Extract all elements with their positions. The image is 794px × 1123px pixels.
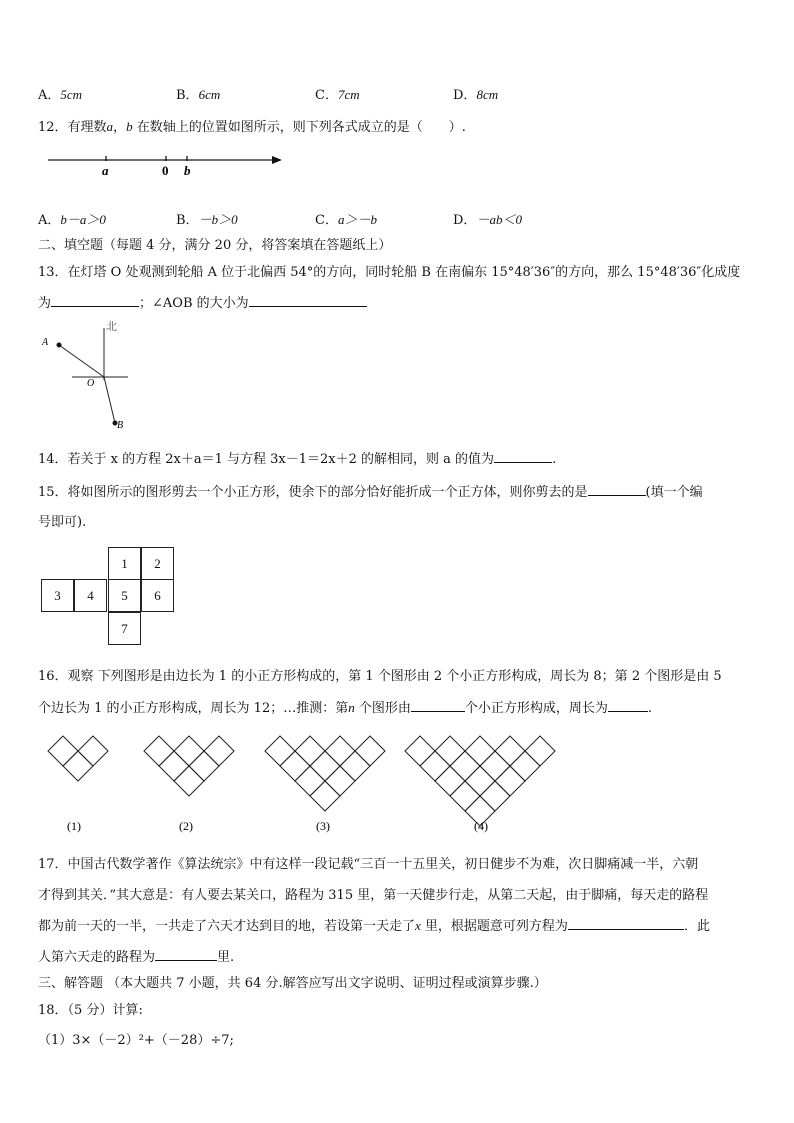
q12-option-c: C．a＞－b — [315, 212, 377, 228]
net-cell-1: 1 — [108, 547, 141, 580]
q18-title: 18．（5 分）计算: — [38, 1003, 143, 1018]
fig3-square — [280, 751, 310, 781]
q11-option-c: C．7cm — [315, 87, 360, 103]
net-cell-7: 7 — [108, 612, 141, 645]
fig4-square — [525, 736, 555, 766]
net-cell-3: 3 — [41, 579, 74, 612]
fig4-square — [480, 781, 510, 811]
fig4-square — [495, 736, 525, 766]
fig3-square — [325, 736, 355, 766]
q14-blank — [494, 450, 552, 463]
fig3-square — [355, 736, 385, 766]
q13-blank-2 — [249, 294, 367, 307]
fig1-square — [63, 751, 93, 781]
q11-option-a: A．5cm — [38, 87, 83, 103]
fig2-square — [159, 751, 189, 781]
section2-title: 二、填空题（每题 4 分，满分 20 分，将答案填在答题纸上） — [38, 238, 392, 253]
caption-1: (1) — [67, 819, 81, 833]
fig3-square — [265, 736, 295, 766]
q15-line1: 15．将如图所示的图形剪去一个小正方形，使余下的部分恰好能折成一个正方体，则你剪去的是 (填一个编 — [38, 485, 703, 500]
axis-label-b: b — [184, 163, 191, 178]
fig4-square — [435, 766, 465, 796]
fig3-square — [310, 781, 340, 811]
q17-line2: 才得到其关．”其大意是：有人要去某关口，路程为 315 里，第一天健步行走，从第二天起，由于脚痛，每天走的路程 — [38, 888, 709, 903]
section3-title: 三、解答题 （本大题共 7 小题，共 64 分.解答应写出文字说明、证明过程或演算步骤.） — [38, 976, 547, 991]
fig4-square — [405, 736, 435, 766]
caption-4: (4) — [474, 819, 488, 833]
fig3-square — [295, 736, 325, 766]
north-label: 北 — [106, 321, 117, 333]
axis-label-zero: 0 — [162, 163, 169, 178]
q16-line1: 16．观察 下列图形是由边长为 1 的小正方形构成的，第 1 个图形由 2 个小正方形构成，周长为 8；第 2 个图形是由 5 — [38, 669, 722, 684]
fig4-square — [495, 766, 525, 796]
q17-line3: 都为前一天的一半，一共走了六天才达到目的地，若设第一天走了x 里，根据题意可列方程为 ．此 — [38, 918, 710, 934]
fig2-square — [189, 751, 219, 781]
fig4-square — [435, 736, 465, 766]
q13-blank-1 — [51, 294, 139, 307]
q13-line2: 为 ；∠AOB 的大小为 — [38, 292, 367, 311]
q12-option-d: D．－ab＜0 — [453, 212, 522, 228]
net-cell-4: 4 — [74, 579, 107, 612]
caption-2: (2) — [179, 819, 193, 833]
fig4-square — [420, 751, 450, 781]
q17-line1: 17．中国古代数学著作《算法统宗》中有这样一段记载“三百一十五里关，初日健步不为难，次日脚痛减一半，六朝 — [38, 857, 699, 872]
axis-label-a: a — [102, 163, 109, 178]
q16-line2: 个边长为 1 的小正方形构成，周长为 12；…推测：第n 个图形由 个小正方形构成，周长为 . — [38, 700, 653, 716]
fig4-square — [465, 766, 495, 796]
q17-line4: 人第六天走的路程为 里. — [38, 950, 235, 965]
q16-blank-2 — [608, 699, 648, 712]
point-b-label: B — [117, 420, 124, 431]
q16-pattern-figures — [40, 732, 570, 840]
q13-line1: 13．在灯塔 O 处观测到轮船 A 位于北偏西 54°的方向，同时轮船 B 在南偏东 15°48′36″的方向，那么 15°48′36″化成度 — [38, 265, 741, 280]
fig2-square — [174, 736, 204, 766]
point-a-label: A — [42, 337, 49, 348]
fig2-square — [144, 736, 174, 766]
fig4-square — [465, 736, 495, 766]
q11-option-d: D．8cm — [453, 87, 499, 103]
fig4-square — [450, 751, 480, 781]
q13-compass-figure — [38, 318, 138, 433]
q12-stem: 12．有理数a，b 在数轴上的位置如图所示，则下列各式成立的是（ ）. — [38, 119, 466, 135]
q12-number-line — [40, 148, 290, 182]
fig3-square — [325, 766, 355, 796]
fig2-square — [204, 736, 234, 766]
q17-blank-2 — [155, 948, 217, 961]
fig1-square — [78, 736, 108, 766]
q15-line2: 号即可). — [38, 515, 87, 530]
net-cell-2: 2 — [141, 547, 174, 580]
q12-option-a: A．b－a＞0 — [38, 212, 106, 228]
fig3-square — [310, 751, 340, 781]
net-cell-5: 5 — [108, 579, 141, 612]
q15-blank — [588, 483, 646, 496]
fig1-square — [48, 736, 78, 766]
fig2-square — [174, 766, 204, 796]
fig4-square — [450, 781, 480, 811]
q18-part1: （1）3×（－2）²+（－28）÷7; — [38, 1033, 234, 1048]
fig4-square — [480, 751, 510, 781]
q14-stem: 14．若关于 x 的方程 2x＋a＝1 与方程 3x－1＝2x＋2 的解相同，则 a 的值为 . — [38, 452, 557, 467]
q11-option-b: B．6cm — [176, 87, 221, 103]
fig3-square — [340, 751, 370, 781]
fig4-square — [510, 751, 540, 781]
point-o-label: O — [87, 378, 95, 389]
q12-option-b: B．－b＞0 — [176, 212, 238, 228]
q16-blank-1 — [411, 699, 465, 712]
net-cell-6: 6 — [141, 579, 174, 612]
fig3-square — [295, 766, 325, 796]
caption-3: (3) — [316, 819, 330, 833]
q17-blank-1 — [568, 917, 684, 930]
